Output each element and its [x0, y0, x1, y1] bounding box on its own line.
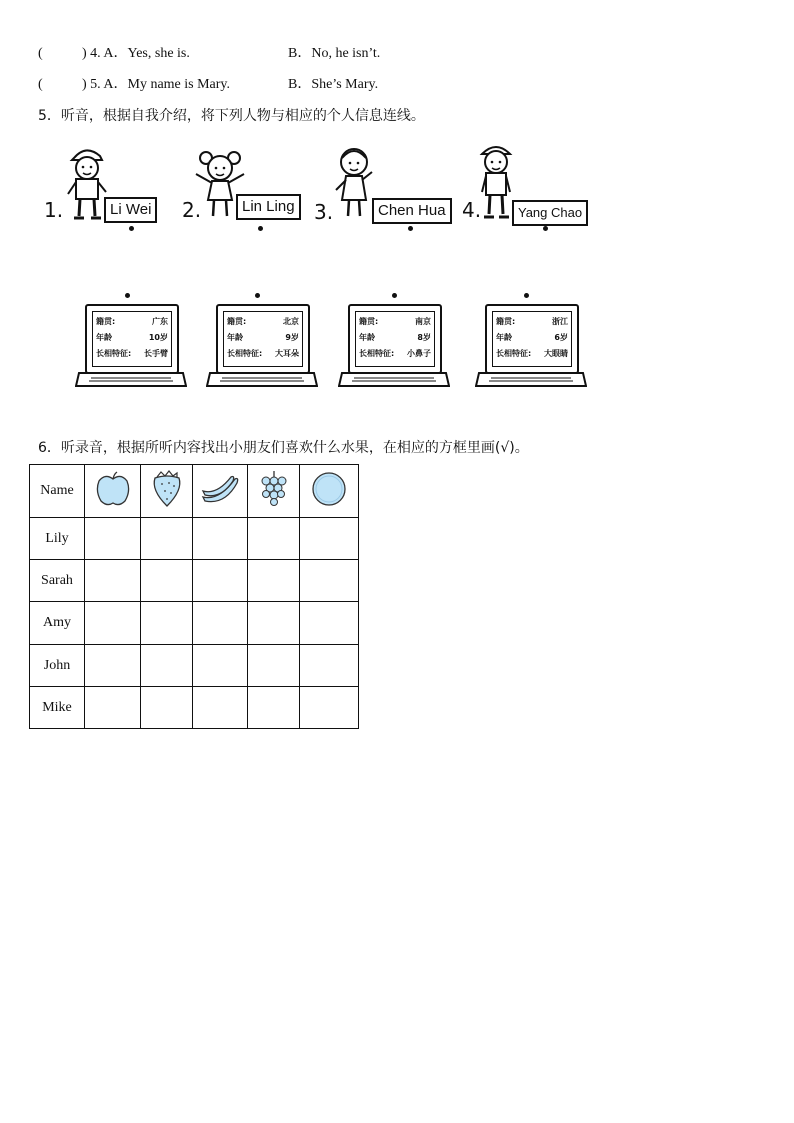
age-value: 6岁 [554, 333, 568, 342]
question-5-option-a: ) 5. A．My name is Mary. [82, 77, 231, 92]
name-tag-chen-hua: Chen Hua [372, 198, 452, 224]
connection-dot[interactable] [543, 226, 548, 231]
check-cell[interactable] [141, 645, 193, 687]
connection-dot[interactable] [392, 293, 397, 298]
laptop-keyboard-icon [75, 372, 187, 388]
fruit-preference-table [29, 464, 359, 729]
check-cell[interactable] [141, 687, 193, 729]
info-card-1 [75, 304, 187, 394]
question-4-option-a: ) 4. A．Yes, she is. [82, 46, 190, 61]
hometown-value: 浙江 [552, 317, 568, 326]
age-value: 9岁 [285, 333, 299, 342]
check-cell[interactable] [141, 602, 193, 645]
question-5-option-b: B．She’s Mary. [288, 77, 379, 92]
connection-dot[interactable] [524, 293, 529, 298]
strawberry-icon [147, 468, 187, 510]
table-row [30, 518, 359, 560]
feature-value: 长手臂 [144, 349, 168, 358]
laptop-keyboard-icon [475, 372, 587, 388]
name-tag-li-wei: Li Wei [104, 197, 157, 223]
row-name: Amy [30, 602, 85, 645]
laptop-keyboard-icon [206, 372, 318, 388]
laptop-screen [348, 304, 442, 374]
check-cell[interactable] [85, 645, 141, 687]
check-cell[interactable] [300, 602, 359, 645]
banana-icon [199, 471, 241, 507]
table-row [30, 687, 359, 729]
person-1 [44, 140, 174, 235]
header-name: Name [30, 465, 85, 518]
check-cell[interactable] [248, 518, 300, 560]
section-6-title: 6．听录音，根据所听内容找出小朋友们喜欢什么水果，在相应的方框里画(√)。 [38, 440, 529, 456]
table-header-row [30, 465, 359, 518]
girl-curly-illustration [330, 144, 378, 222]
check-cell[interactable] [248, 645, 300, 687]
person-2 [182, 140, 312, 235]
check-cell[interactable] [85, 687, 141, 729]
answer-bracket-open[interactable]: ( [38, 77, 43, 92]
hometown-value: 南京 [415, 317, 431, 326]
check-cell[interactable] [248, 687, 300, 729]
hometown-label: 籍贯: [96, 317, 116, 326]
check-cell[interactable] [248, 602, 300, 645]
name-tag-lin-ling: Lin Ling [236, 194, 301, 220]
hometown-label: 籍贯: [227, 317, 247, 326]
feature-value: 大眼睛 [544, 349, 568, 358]
laptop-screen [85, 304, 179, 374]
hometown-label: 籍贯: [359, 317, 379, 326]
check-cell[interactable] [141, 560, 193, 602]
info-card-4 [475, 304, 587, 394]
connection-dot[interactable] [258, 226, 263, 231]
check-cell[interactable] [300, 560, 359, 602]
connection-dot[interactable] [255, 293, 260, 298]
age-label: 年龄 [227, 333, 243, 342]
check-cell[interactable] [85, 518, 141, 560]
check-cell[interactable] [300, 518, 359, 560]
person-4 [462, 140, 592, 235]
hometown-value: 广东 [152, 317, 168, 326]
row-name: John [30, 645, 85, 687]
person-number: 1. [44, 198, 64, 222]
table-row [30, 602, 359, 645]
age-value: 10岁 [148, 333, 168, 342]
age-label: 年龄 [359, 333, 375, 342]
name-tag-yang-chao: Yang Chao [512, 200, 588, 226]
check-cell[interactable] [300, 645, 359, 687]
table-row [30, 645, 359, 687]
header-orange [300, 465, 359, 518]
check-cell[interactable] [85, 560, 141, 602]
check-cell[interactable] [300, 687, 359, 729]
laptop-screen [485, 304, 579, 374]
answer-bracket-open[interactable]: ( [38, 46, 43, 61]
feature-label: 长相特征: [359, 349, 395, 358]
hometown-value: 北京 [283, 317, 299, 326]
hometown-label: 籍贯: [496, 317, 516, 326]
person-number: 2. [182, 198, 202, 222]
check-cell[interactable] [193, 560, 248, 602]
person-number: 3. [314, 200, 334, 224]
question-4-option-b: B．No, he isn’t. [288, 46, 381, 61]
apple-icon [93, 469, 133, 509]
age-label: 年龄 [496, 333, 512, 342]
row-name: Mike [30, 687, 85, 729]
laptop-keyboard-icon [338, 372, 450, 388]
info-card-3 [338, 304, 450, 394]
table-row [30, 560, 359, 602]
check-cell[interactable] [85, 602, 141, 645]
header-strawberry [141, 465, 193, 518]
feature-value: 小鼻子 [407, 349, 431, 358]
feature-value: 大耳朵 [275, 349, 299, 358]
header-apple [85, 465, 141, 518]
person-3 [314, 140, 444, 235]
check-cell[interactable] [193, 518, 248, 560]
header-grapes [248, 465, 300, 518]
check-cell[interactable] [193, 645, 248, 687]
age-label: 年龄 [96, 333, 112, 342]
row-name: Sarah [30, 560, 85, 602]
connection-dot[interactable] [129, 226, 134, 231]
feature-label: 长相特征: [96, 349, 132, 358]
laptop-screen [216, 304, 310, 374]
person-number: 4. [462, 198, 482, 222]
feature-label: 长相特征: [496, 349, 532, 358]
orange-icon [309, 469, 349, 509]
header-banana [193, 465, 248, 518]
check-cell[interactable] [193, 602, 248, 645]
connection-dot[interactable] [125, 293, 130, 298]
feature-label: 长相特征: [227, 349, 263, 358]
check-cell[interactable] [193, 687, 248, 729]
connection-dot[interactable] [408, 226, 413, 231]
grapes-icon [256, 469, 292, 509]
check-cell[interactable] [248, 560, 300, 602]
row-name: Lily [30, 518, 85, 560]
age-value: 8岁 [417, 333, 431, 342]
info-card-2 [206, 304, 318, 394]
section-5-title: 5．听音，根据自我介绍，将下列人物与相应的个人信息连线。 [38, 108, 425, 124]
check-cell[interactable] [141, 518, 193, 560]
